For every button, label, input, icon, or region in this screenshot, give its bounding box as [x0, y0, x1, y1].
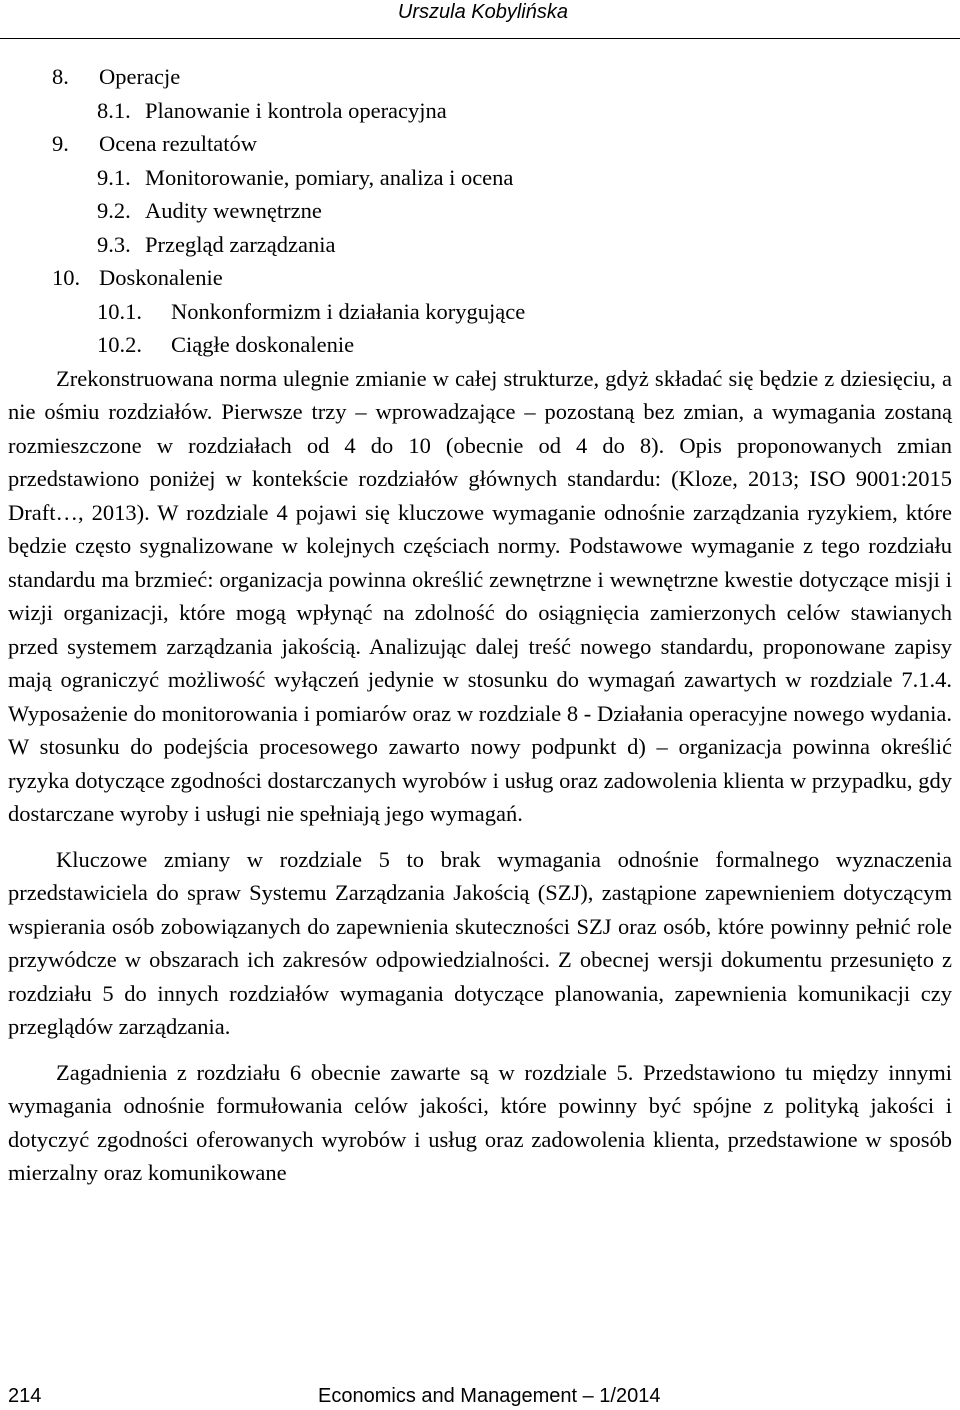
chapter-title: Operacje [99, 64, 181, 89]
chapter-number: 9.3. [97, 231, 131, 257]
chapter-title: Monitorowanie, pomiary, analiza i ocena [145, 164, 514, 190]
chapter-item [8, 261, 952, 295]
subchapter-item [8, 328, 952, 362]
paragraph-gap [8, 831, 952, 843]
running-header [0, 0, 960, 39]
body-paragraph: Zagadnienia z rozdziału 6 obecnie zawarte są w rozdziale 5. Przedstawiono tu między innymi wymagania odnośnie formułowania celów jakości, które powinny być spójne z polityką jakości i dotyczyć zgodności oferowanych wyrobów i usług oraz zadowolenia klienta, przedstawione w sposób mierzalny oraz komunikowane [8, 1059, 952, 1185]
body-paragraph: Zrekonstruowana norma ulegnie zmianie w całej strukturze, gdyż składać się będzie z dziesięciu, a nie ośmiu rozdziałów. Pierwsze trzy – wprowadzające – pozostaną bez zmian, a wymagania zostaną rozmieszczone w rozdziałach od 4 do 10 (obecnie od 4 do 8). Opis proponowanych zmian przedstawiono poniżej w kontekście rozdziałów głównych standardu: (Kloze, 2013; ISO 9001:2015 Draft…, 2013). W rozdziale 4 pojawi się kluczowe wymaganie odnośnie zarządzania ryzykiem, które będzie często sygnalizowane w kolejnych częściach normy. Podstawowe wymaganie z tego rozdziału standardu ma brzmieć: organizacja powinna określić zewnętrzne i wewnętrzne kwestie dotyczące misji i wizji organizacji, które mogą wpłynąć na zdolność do osiągnięcia zamierzonych celów stawianych przed systemem zarządzania jakością. Analizując dalej treść nowego standardu, proponowane zapisy mają ograniczyć możliwość wyłączeń jedynie w stosunku do wymagań zawartych w rozdziale 7.1.4. Wyposażenie do monitorowania i pomiarów oraz w rozdziale 8 - Działania operacyjne nowego wydania. W stosunku do podejścia procesowego zawarto nowy podpunkt d) – organizacja powinna określić ryzyka dotyczące zgodności dostarczanych wyrobów i usług oraz zadowolenia klienta w przypadku, gdy dostarczane wyroby i usługi nie spełniają jego wymagań. [8, 365, 952, 826]
chapter-item [8, 60, 952, 94]
subchapter-item [8, 295, 952, 329]
chapter-title: Ciągłe doskonalenie [171, 332, 355, 357]
subchapter-item [8, 228, 952, 262]
subchapter-item [8, 94, 952, 128]
page-content [8, 60, 952, 1190]
chapter-item [8, 127, 952, 161]
chapter-number: 8.1. [97, 97, 131, 123]
chapter-title: Audity wewnętrzne [145, 198, 322, 223]
header-author: Urszula Kobylińska [397, 1, 568, 23]
chapter-title: Przegląd zarządzania [145, 231, 336, 257]
paragraph-gap [8, 1044, 952, 1056]
chapter-title: Doskonalenie [99, 265, 223, 290]
journal-title: Economics and Management – 1/2014 [318, 1385, 661, 1407]
chapter-list [8, 60, 952, 362]
chapter-title: Ocena rezultatów [99, 131, 258, 156]
chapter-number: 10.2. [97, 332, 142, 357]
chapter-number: 9.1. [97, 164, 131, 190]
chapter-title: Nonkonformizm i działania korygujące [171, 298, 526, 324]
chapter-number: 10. [52, 265, 81, 290]
page-number: 214 [8, 1385, 42, 1407]
body-paragraph: Kluczowe zmiany w rozdziale 5 to brak wymagania odnośnie formalnego wyznaczenia przedstawiciela do spraw Systemu Zarządzania Jakością (SZJ), zastąpione zapewnieniem dotyczącym wspierania osób zobowiązanych do zapewnienia skuteczności SZJ oraz osób, które powinny pełnić role przywódcze w obszarach ich zakresów odpowiedzialności. Z obecnej wersji dokumentu przesunięto z rozdziału 5 do innych rozdziałów wymagania dotyczące planowania, zapewnienia komunikacji czy przeglądów zarządzania. [8, 846, 952, 1039]
running-footer [8, 1383, 952, 1410]
subchapter-item [8, 161, 952, 195]
chapter-number: 10.1. [97, 298, 142, 324]
chapter-number: 9.2. [97, 198, 131, 223]
chapter-number: 8. [52, 64, 69, 89]
chapter-number: 9. [52, 131, 69, 156]
chapter-title: Planowanie i kontrola operacyjna [145, 97, 447, 123]
subchapter-item [8, 194, 952, 228]
